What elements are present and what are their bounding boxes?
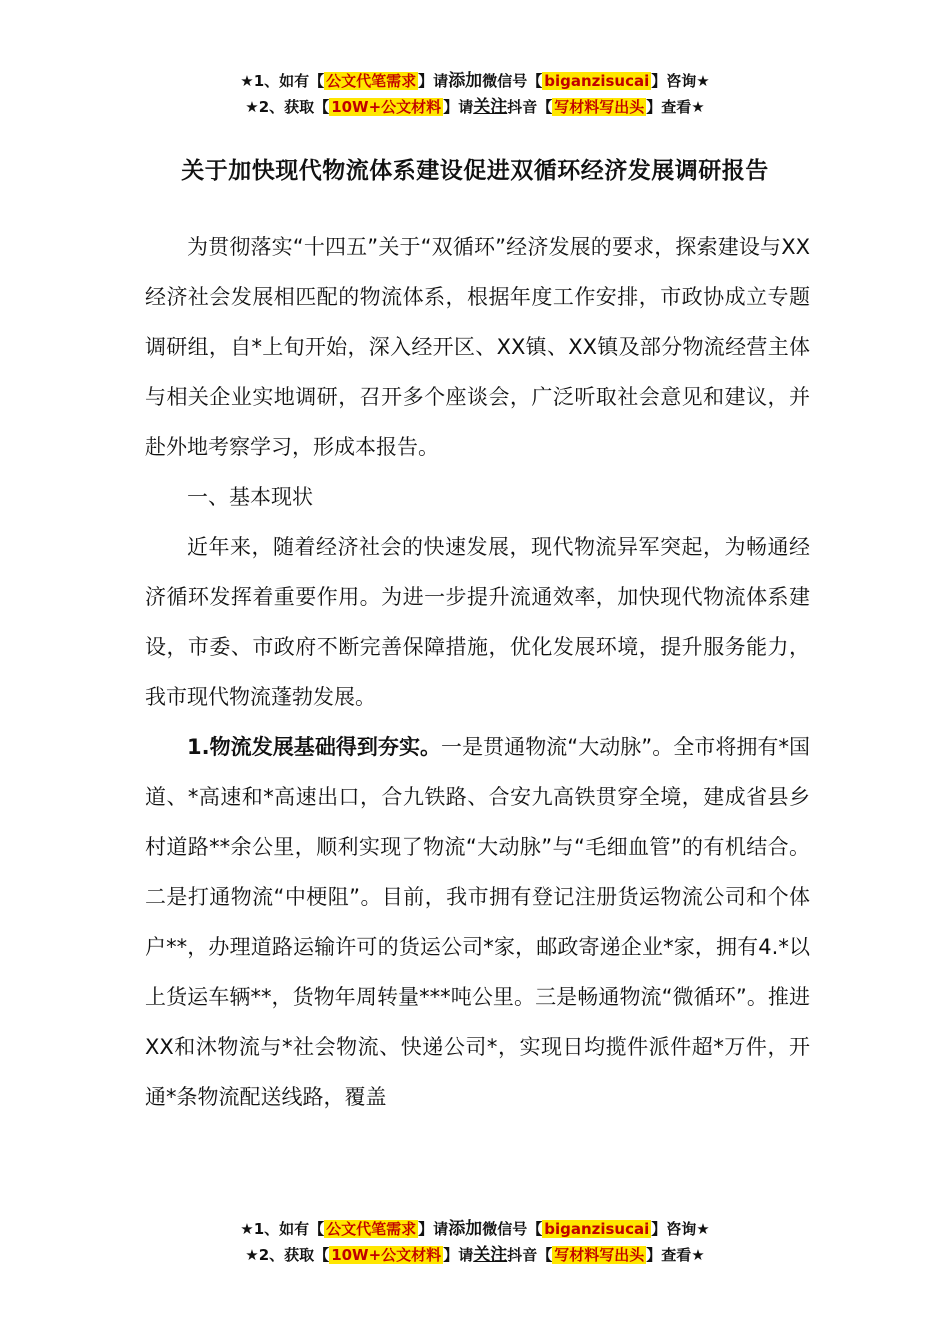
document-body [145,222,810,1122]
banner-highlight: 公文代笔需求 [326,1220,417,1238]
banner-text: 抖音【 [507,1246,553,1264]
document-title: 关于加快现代物流体系建设促进双循环经济发展调研报告 [181,158,769,184]
banner-line-1 [0,68,950,94]
banner-text: 】查看★ [646,98,705,116]
banner-text: 】咨询★ [651,72,710,90]
banner-line-2 [0,94,950,120]
banner-text: 】请 [443,1246,474,1264]
banner-text: 微信号【 [482,72,543,90]
banner-text: ★1、如有【 [240,1220,325,1238]
top-banner [0,68,950,120]
bottom-banner [0,1216,950,1268]
banner-text: 】咨询★ [651,1220,710,1238]
banner-douyin-id: 写材料写出头 [554,1246,645,1264]
banner-line-2 [0,1242,950,1268]
banner-text: 抖音【 [507,98,553,116]
banner-emphasis: 关注 [473,97,508,117]
banner-emphasis: 关注 [473,1245,508,1265]
banner-douyin-id: 写材料写出头 [554,98,645,116]
banner-emphasis: 添加 [448,1219,483,1239]
banner-emphasis: 添加 [448,71,483,91]
paragraph-lead-bold: 1.物流发展基础得到夯实。 [187,735,442,759]
banner-wechat-id: biganzisucai [544,1220,650,1238]
banner-highlight: 10W+公文材料 [331,98,442,116]
paragraph-intro: 为贯彻落实“十四五”关于“双循环”经济发展的要求，探索建设与XX经济社会发展相匹配的物流体系，根据年度工作安排，市政协成立专题调研组，自*上旬开始，深入经开区、XX镇、XX镇及部分物流经营主体与相关企业实地调研，召开多个座谈会，广泛听取社会意见和建议，并赴外地考察学习，形成本报告。 [145,235,810,459]
banner-highlight: 公文代笔需求 [326,72,417,90]
banner-line-1 [0,1216,950,1242]
banner-text: ★2、获取【 [245,98,330,116]
banner-text: ★1、如有【 [240,72,325,90]
banner-text: 】请 [418,1220,449,1238]
banner-text: 】请 [443,98,474,116]
banner-text: 】请 [418,72,449,90]
paragraph-overview: 近年来，随着经济社会的快速发展，现代物流异军突起，为畅通经济循环发挥着重要作用。为进一步提升流通效率，加快现代物流体系建设，市委、市政府不断完善保障措施，优化发展环境，提升服务能力，我市现代物流蓬勃发展。 [145,535,810,709]
banner-text: 】查看★ [646,1246,705,1264]
paragraph-lead-rest: 一是贯通物流“大动脉”。全市将拥有*国道、*高速和*高速出口，合九铁路、合安九高铁贯穿全境，建成省县乡村道路**余公里，顺利实现了物流“大动脉”与“毛细血管”的有机结合。二是打通物流“中梗阻”。目前，我市拥有登记注册货运物流公司和个体户**，办理道路运输许可的货运公司*家，邮政寄递企业*家，拥有4.*以上货运车辆**，货物年周转量***吨公里。三是畅通物流“微循环”。推进XX和沐物流与*社会物流、快递公司*，实现日均揽件派件超*万件，开通*条物流配送线路，覆盖 [145,735,810,1109]
banner-wechat-id: biganzisucai [544,72,650,90]
banner-highlight: 10W+公文材料 [331,1246,442,1264]
banner-text: 微信号【 [482,1220,543,1238]
banner-text: ★2、获取【 [245,1246,330,1264]
paragraph-logistics-foundation [145,722,810,1122]
section-heading: 一、基本现状 [187,485,313,509]
